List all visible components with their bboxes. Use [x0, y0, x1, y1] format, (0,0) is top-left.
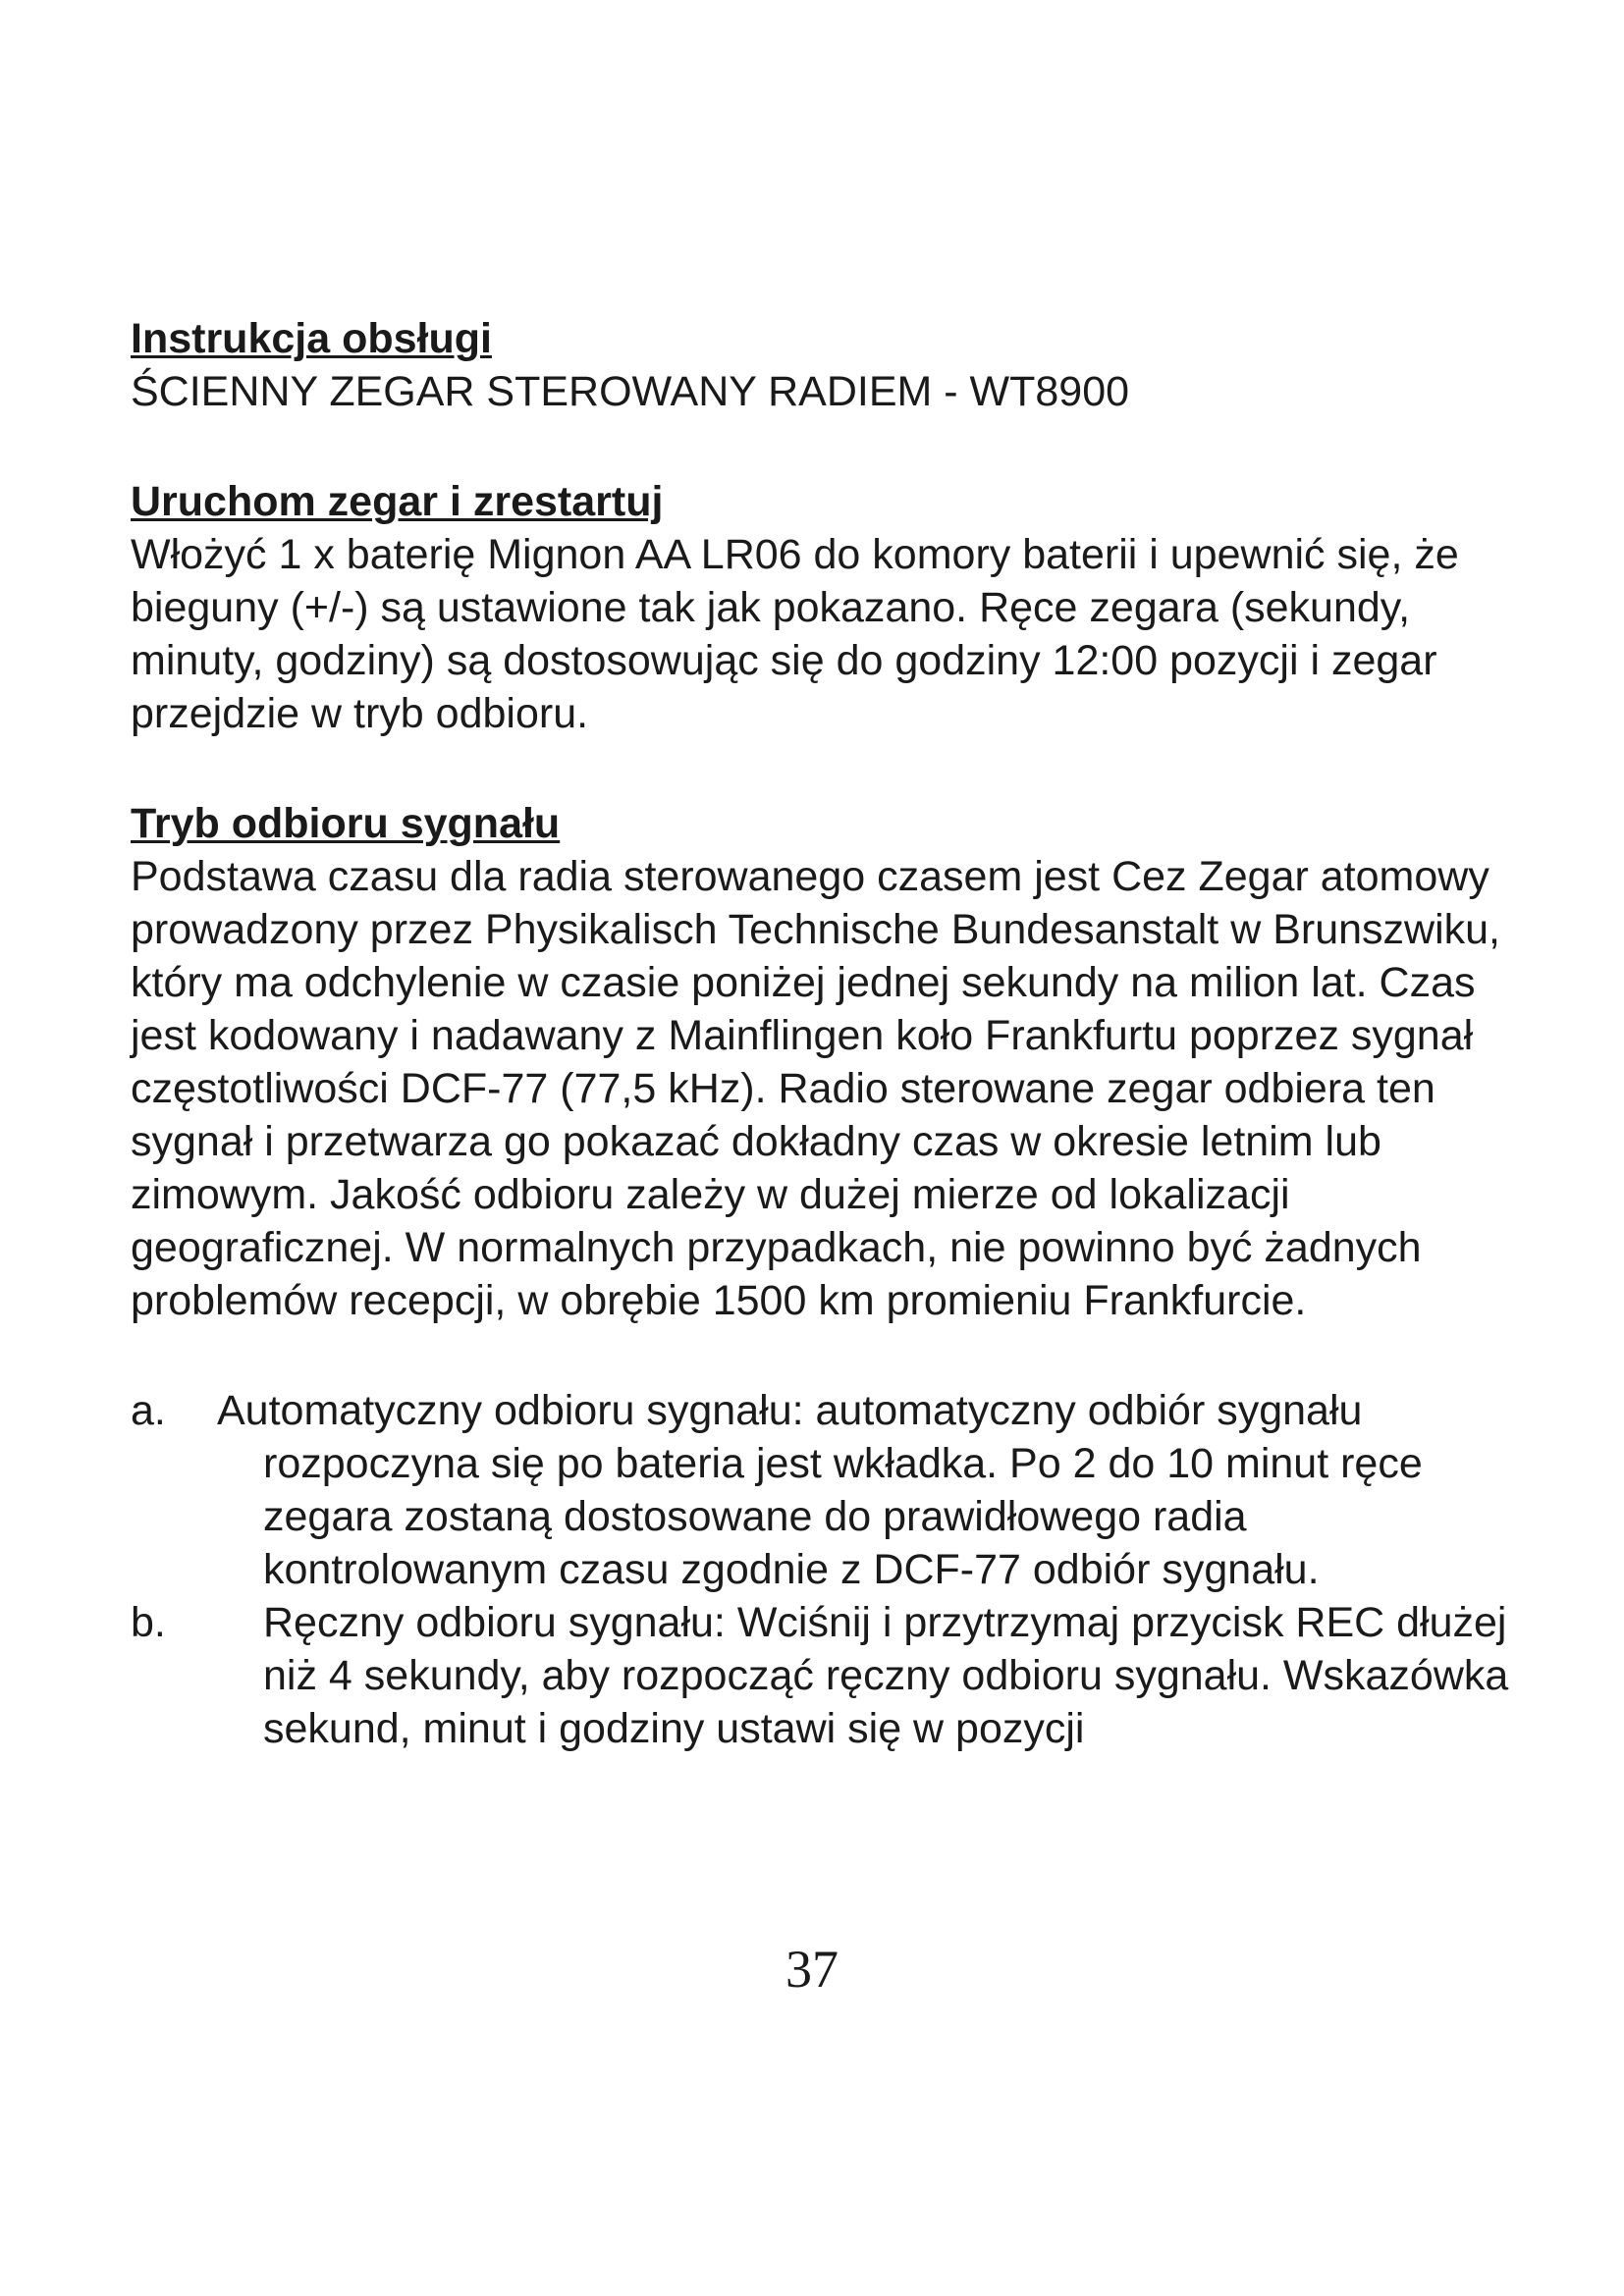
- page-title: Instrukcja obsługi: [131, 315, 492, 362]
- document-page: [131, 312, 1525, 1755]
- section-body-start-restart: Włożyć 1 x baterię Mignon AA LR06 do komory baterii i upewnić się, że bieguny (+/-) są ustawione tak jak pokazano. Ręce zegara (sekundy, minuty, godziny) są dostosowując się do godziny 12:00 pozycji i zegar przejdzie w tryb odbioru.: [131, 531, 1459, 737]
- section-heading-start-restart: Uruchom zegar i zrestartuj: [131, 478, 664, 525]
- list-item-text: [217, 1384, 1525, 1596]
- product-subtitle: ŚCIENNY ZEGAR STEROWANY RADIEM - WT8900: [131, 368, 1130, 415]
- page-number: 37: [785, 1940, 839, 1999]
- list-item-manual: [131, 1596, 1525, 1755]
- section-heading-signal-reception: Tryb odbioru sygnału: [131, 800, 561, 847]
- section-signal-reception: [131, 797, 1525, 1327]
- list-item-body: Automatyczny odbioru sygnału: automatyczny odbiór sygnału rozpoczyna się po bateria jest wkładka. Po 2 do 10 minut ręce zegara zostaną dostosowane do prawidłowego radia kontrolowanym czasu zgodnie z DCF-77 odbiór sygnału.: [217, 1387, 1423, 1593]
- list-marker: a.: [131, 1387, 166, 1434]
- reception-mode-list: [131, 1384, 1525, 1755]
- section-start-restart: [131, 475, 1525, 740]
- section-body-signal-reception: Podstawa czasu dla radia sterowanego czasem jest Cez Zegar atomowy prowadzony przez Physikalisch Technische Bundesanstalt w Brunszwiku, który ma odchylenie w czasie poniżej jednej sekundy na milion lat. Czas jest kodowany i nadawany z Mainflingen koło Frankfurtu poprzez sygnał częstotliwości DCF-77 (77,5 kHz). Radio sterowane zegar odbiera ten sygnał i przetwarza go pokazać dokładny czas w okresie letnim lub zimowym. Jakość odbioru zależy w dużej mierze od lokalizacji geograficznej. W normalnych przypadkach, nie powinno być żadnych problemów recepcji, w obrębie 1500 km promieniu Frankfurcie.: [131, 853, 1501, 1324]
- list-item-text: [263, 1596, 1525, 1755]
- list-item-body: Ręczny odbioru sygnału: Wciśnij i przytrzymaj przycisk REC dłużej niż 4 sekundy, aby rozpocząć ręczny odbioru sygnału. Wskazówka sekund, minut i godziny ustawi się w pozycji: [263, 1599, 1509, 1752]
- list-marker: b.: [131, 1599, 166, 1646]
- list-item-automatic: [131, 1384, 1525, 1596]
